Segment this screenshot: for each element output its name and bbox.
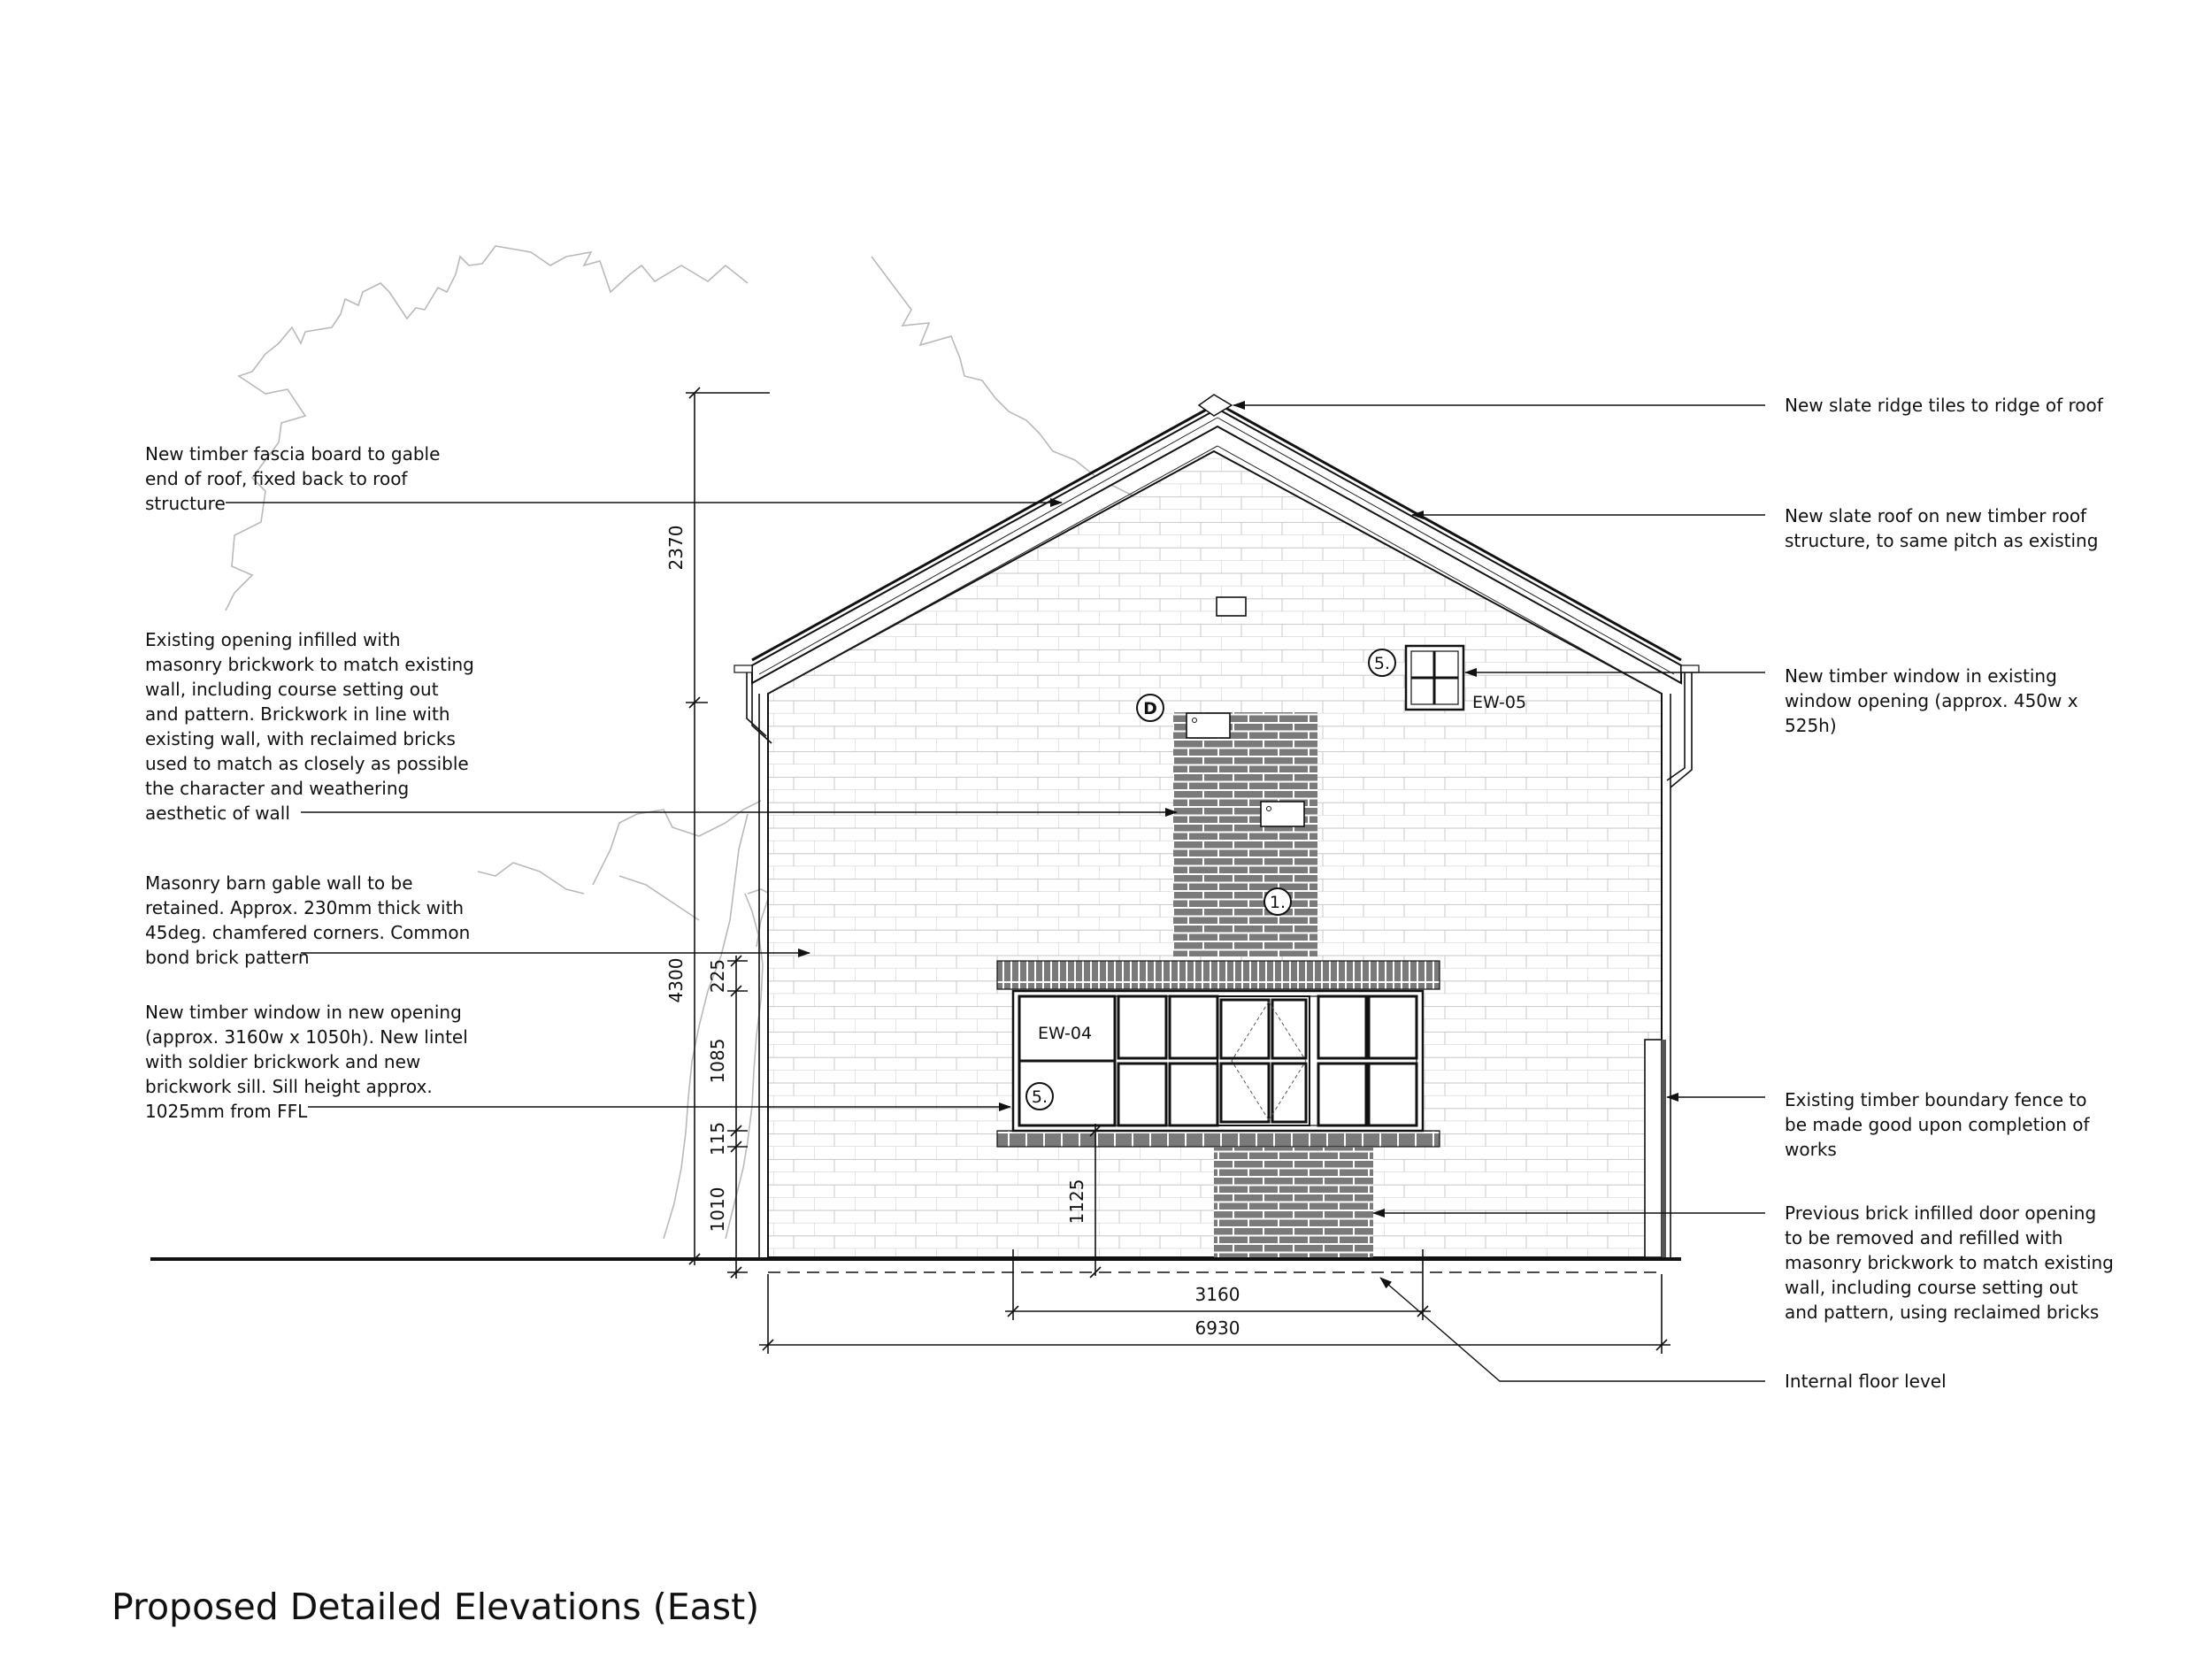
tag-ew05: EW-05 [1472,693,1527,712]
note-fascia-line-1: New timber fascia board to gable [145,443,441,465]
note-infill [145,629,474,824]
tag-five-upper [1369,649,1395,676]
note-window-line-3: with soldier brickwork and new [145,1051,421,1072]
note-door-line-4: wall, including course setting out [1785,1277,2078,1298]
note-ridge-line-1: New slate ridge tiles to ridge of roof [1785,395,2103,416]
note-fence-line-2: be made good upon completion of [1785,1114,2090,1135]
note-window-existing-line-1: New timber window in existing [1785,665,2057,687]
tag-five-upper-label: 5. [1373,654,1391,673]
note-door-line-1: Previous brick infilled door opening [1785,1202,2097,1224]
dim-sill: 115 [707,1121,728,1156]
horizontal-dimensions [759,1249,1671,1354]
dim-overall-width: 6930 [1194,1317,1240,1339]
note-floor-line-1: Internal floor level [1785,1371,1947,1392]
window-sill [997,1131,1440,1147]
note-door-infill [1785,1202,2114,1323]
note-fascia-line-3: structure [145,493,226,514]
note-fascia-line-2: end of roof, fixed back to roof [145,468,408,489]
note-gable-line-2: retained. Approx. 230mm thick with [145,897,465,918]
note-infill-line-1: Existing opening infilled with [145,629,401,650]
note-floor [1785,1371,1947,1392]
tag-five-lower-label: 5. [1031,1087,1048,1107]
window-ew-05 [1406,646,1463,710]
note-roof-line-1: New slate roof on new timber roof [1785,505,2087,526]
note-gable-line-4: bond brick pattern [145,947,310,968]
note-infill-line-4: and pattern. Brickwork in line with [145,703,450,725]
vent [1217,597,1246,616]
dim-door-height: 1125 [1066,1179,1087,1225]
note-roof-line-2: structure, to same pitch as existing [1785,530,2099,551]
ridge-tile [1199,395,1232,416]
note-fascia [145,443,440,514]
note-infill-line-7: the character and weathering [145,778,410,799]
dim-lintel: 225 [707,958,728,994]
note-infill-line-8: aesthetic of wall [145,803,290,824]
infilled-opening-upper [1173,712,1317,956]
drawing-title: Proposed Detailed Elevations (East) [111,1586,760,1628]
note-door-line-2: to be removed and refilled with [1785,1227,2063,1248]
note-window-line-4: brickwork sill. Sill height approx. [145,1076,433,1097]
note-window-line-1: New timber window in new opening [145,1002,462,1023]
tag-ew04: EW-04 [1038,1024,1093,1043]
meter-box-lower [1261,802,1304,826]
note-ridge [1785,395,2104,416]
note-window-existing-line-3: 525h) [1785,715,1837,736]
note-window-existing-line-2: window opening (approx. 450w x [1785,690,2078,711]
note-door-line-3: masonry brickwork to match existing [1785,1252,2114,1273]
dim-window-width: 3160 [1194,1284,1240,1305]
note-gable-wall [145,872,470,968]
note-fence-line-3: works [1785,1139,1837,1160]
tag-d-label: D [1143,699,1157,718]
note-gable-line-1: Masonry barn gable wall to be [145,872,413,894]
meter-box-upper [1187,713,1230,738]
note-fence [1785,1089,2090,1160]
note-new-window [145,1002,468,1122]
window-ew-04 [1013,991,1423,1131]
tag-d [1137,695,1164,721]
tag-one-label: 1. [1269,893,1286,912]
note-roof [1785,505,2098,551]
note-gable-line-3: 45deg. chamfered corners. Common [145,922,471,943]
note-infill-line-2: masonry brickwork to match existing [145,654,474,675]
dim-window-height: 1085 [707,1038,728,1084]
note-fence-line-1: Existing timber boundary fence to [1785,1089,2087,1110]
boundary-fence [1645,1040,1666,1257]
note-infill-line-5: existing wall, with reclaimed bricks [145,728,456,749]
dim-roof-height: 2370 [665,525,687,571]
dim-sill-height: 1010 [707,1187,728,1233]
tag-one [1264,888,1291,915]
window-lintel [997,961,1440,989]
note-window-line-5: 1025mm from FFL [145,1101,308,1122]
note-door-line-5: and pattern, using reclaimed bricks [1785,1302,2100,1323]
note-infill-line-3: wall, including course setting out [145,679,439,700]
dim-wall-height: 4300 [665,957,687,1003]
note-infill-line-6: used to match as closely as possible [145,753,469,774]
note-window-line-2: (approx. 3160w x 1050h). New lintel [145,1026,468,1048]
note-window-existing [1785,665,2078,736]
tag-five-lower [1026,1083,1053,1110]
infilled-door-lower [1214,1148,1373,1257]
